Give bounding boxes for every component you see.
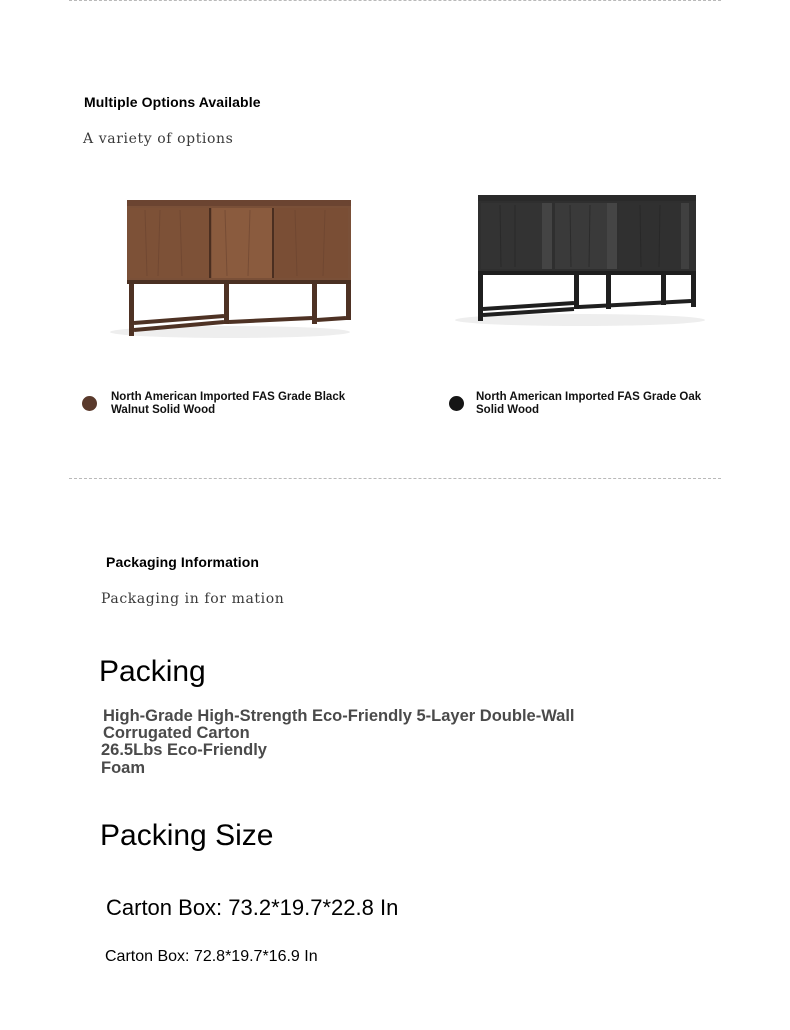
options-title: Multiple Options Available — [84, 94, 261, 110]
packaging-title: Packaging Information — [106, 554, 260, 570]
top-divider — [69, 0, 721, 1]
carton-box-2: Carton Box: 72.8*19.7*16.9 In — [105, 948, 318, 965]
walnut-sideboard-image — [100, 190, 360, 345]
packing-line-2: Corrugated Carton — [103, 724, 250, 742]
packing-line-3: 26.5Lbs Eco-Friendly — [101, 741, 267, 759]
walnut-color-swatch[interactable] — [82, 396, 97, 411]
walnut-option-label: North American Imported FAS Grade Black Walnut Solid Wood — [111, 391, 346, 416]
oak-sideboard-image — [445, 185, 710, 330]
packing-size-heading: Packing Size — [100, 819, 274, 852]
oak-color-swatch[interactable] — [449, 396, 464, 411]
carton-box-1: Carton Box: 73.2*19.7*22.8 In — [106, 895, 399, 920]
packing-line-1: High-Grade High-Strength Eco-Friendly 5-Layer Double-Wall — [103, 707, 575, 725]
oak-option-label: North American Imported FAS Grade Oak Solid Wood — [476, 391, 702, 416]
options-subtitle: A variety of options — [83, 131, 234, 147]
packing-heading: Packing — [99, 655, 206, 688]
packaging-subtitle: Packaging in for mation — [101, 591, 285, 607]
packing-line-4: Foam — [101, 759, 146, 777]
middle-divider — [69, 478, 721, 479]
